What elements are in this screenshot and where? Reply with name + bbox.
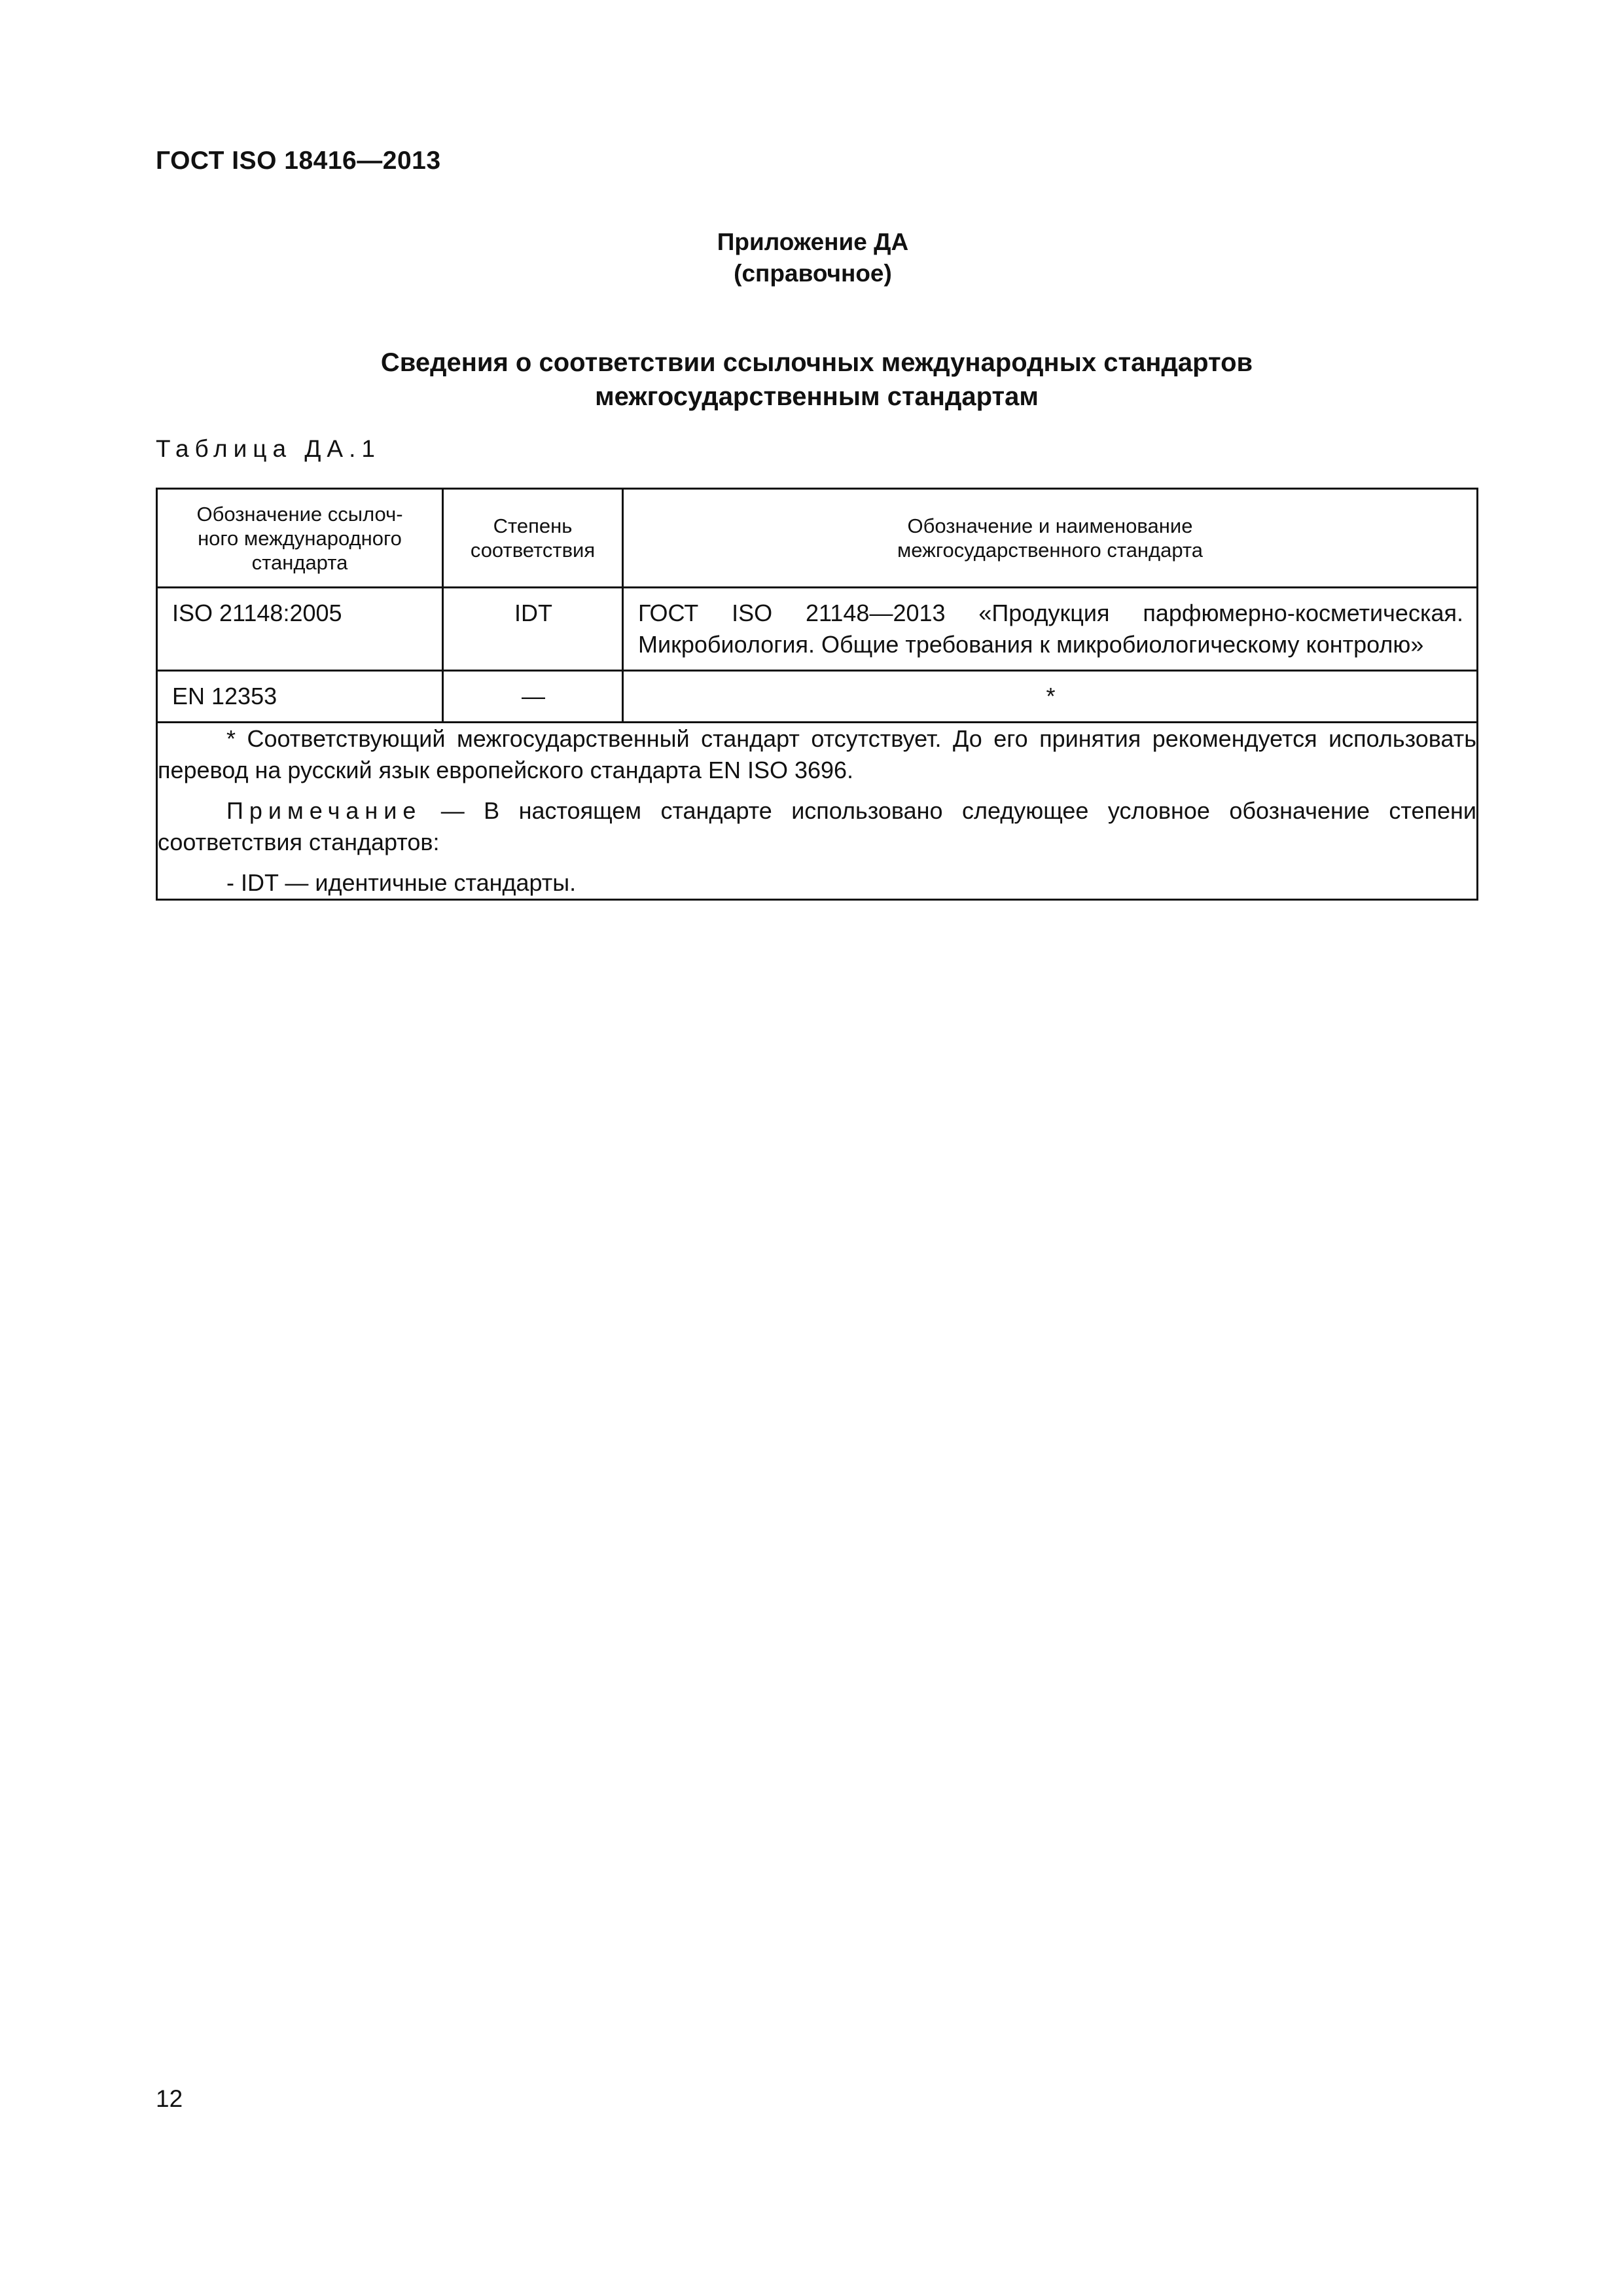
header-col3-line2: межгосударственного стандарта (897, 539, 1204, 562)
header-col3-line1: Обозначение и наименование (907, 514, 1193, 537)
note-label: Примечание (226, 797, 422, 824)
cell-interstate-text: ГОСТ ISO 21148—2013 «Продукция парфюмерно-косметическая. Микробиология. Общие требования к микробиологическому контролю» (638, 600, 1463, 658)
footnote-text: * Соответствующий межгосударственный стандарт отсутствует. До его принятия рекомендуется использовать перевод на русский язык европейского стандарта EN ISO 3696. (158, 725, 1476, 783)
table-row (157, 588, 1478, 671)
note-paragraph (158, 795, 1476, 858)
cell-degree (443, 588, 623, 671)
correspondence-table (156, 488, 1478, 901)
header-col1-line1: Обозначение ссылоч- (196, 502, 403, 526)
cell-interstate (623, 588, 1478, 671)
cell-international-text: ISO 21148:2005 (172, 600, 342, 626)
cell-international (157, 671, 443, 723)
note-text: — В настоящем стандарте использовано следующее условное обозначение степени соответствия стандартов: (158, 797, 1476, 855)
appendix-title: Приложение ДА (717, 228, 909, 255)
table-caption: Таблица ДА.1 (156, 435, 381, 462)
section-title-line-1: Сведения о соответствии ссылочных международных стандартов (380, 348, 1253, 377)
header-degree-of-correspondence (443, 489, 623, 588)
table-footnote-cell (157, 723, 1478, 900)
section-title (156, 346, 1478, 414)
cell-international (157, 588, 443, 671)
cell-interstate-text: * (1046, 683, 1056, 709)
header-international-standard (157, 489, 443, 588)
table-row (157, 671, 1478, 723)
table-footnote-row (157, 723, 1478, 900)
note-item: - IDT — идентичные стандарты. (226, 869, 577, 896)
cell-degree-text: — (522, 683, 545, 709)
cell-degree (443, 671, 623, 723)
cell-interstate (623, 671, 1478, 723)
page-number: 12 (156, 2085, 183, 2112)
table-header-row (157, 489, 1478, 588)
cell-international-text: EN 12353 (172, 683, 277, 709)
header-col1-line3: стандарта (251, 550, 348, 574)
section-title-line-2: межгосударственным стандартам (595, 382, 1039, 411)
appendix-subtitle: (справочное) (734, 260, 892, 287)
header-col2-line2: соответствия (470, 539, 596, 562)
document-code: ГОСТ ISO 18416—2013 (156, 147, 441, 175)
header-col2-line1: Степень (493, 514, 573, 537)
appendix-heading (0, 226, 1623, 289)
cell-degree-text: IDT (514, 600, 552, 626)
header-col1-line2: ного международного (198, 526, 402, 550)
header-interstate-standard (623, 489, 1478, 588)
